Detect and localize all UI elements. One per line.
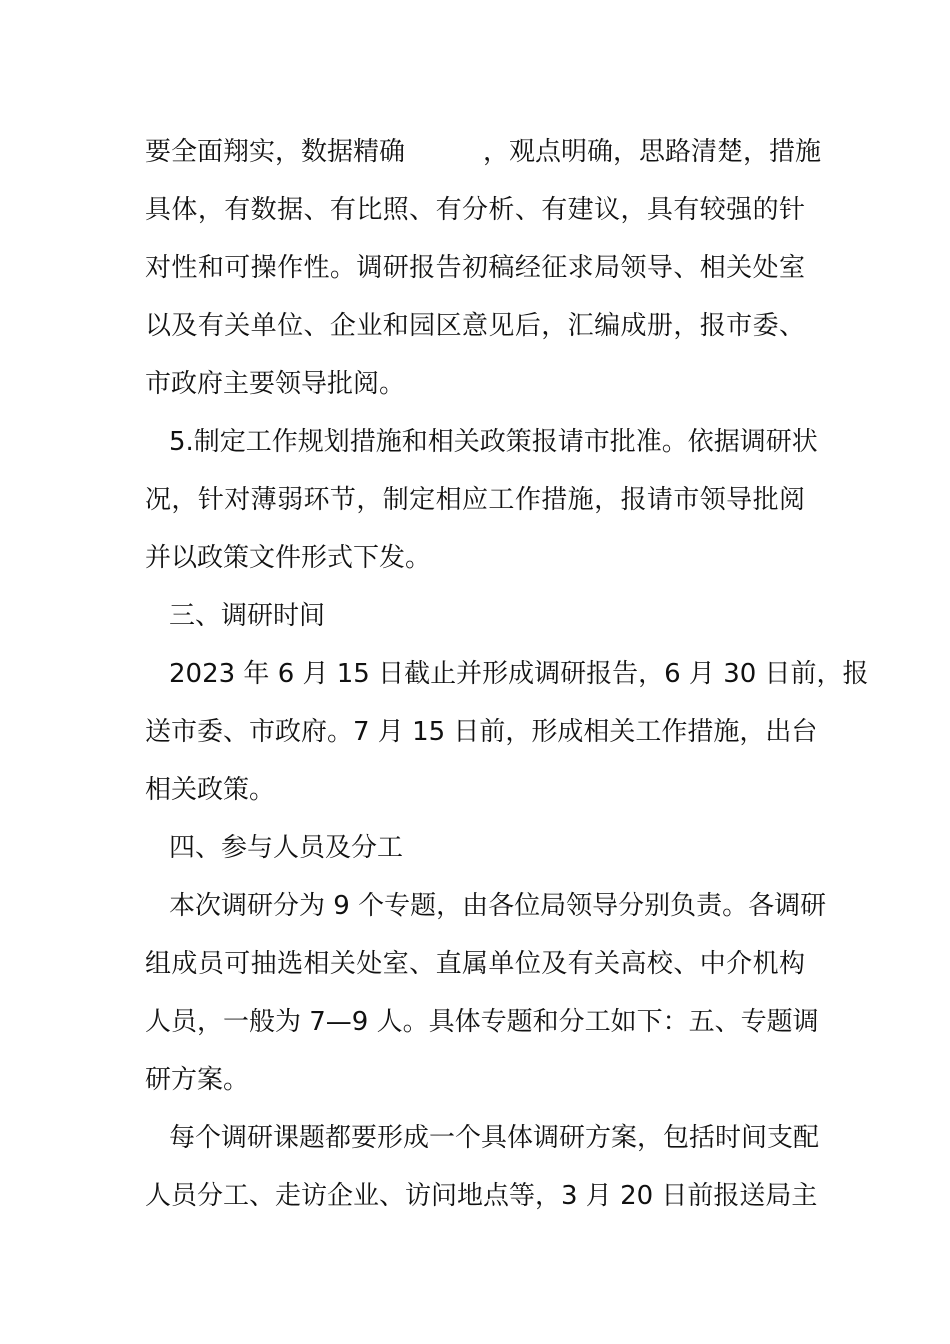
text-line: 人员分工、走访企业、访问地点等，3 月 20 日前报送局主: [145, 1181, 818, 1211]
text-line: 组成员可抽选相关处室、直属单位及有关高校、中介机构: [145, 949, 805, 979]
text-line: 5.制定工作规划措施和相关政策报请市批准。依据调研状: [169, 427, 818, 457]
text-line: 并以政策文件形式下发。: [145, 543, 432, 573]
text-line: 以及有关单位、企业和园区意见后，汇编成册，报市委、: [145, 311, 805, 341]
text-line: 对性和可操作性。调研报告初稿经征求局领导、相关处室: [145, 253, 805, 283]
section-heading: 三、调研时间: [169, 601, 326, 631]
text-line: 况，针对薄弱环节，制定相应工作措施，报请市领导批阅: [145, 485, 805, 515]
text-line: 具体，有数据、有比照、有分析、有建议，具有较强的针: [145, 195, 805, 225]
section-heading: 四、参与人员及分工: [169, 833, 404, 863]
text-line: 市政府主要领导批阅。: [145, 369, 406, 399]
text-line: 相关政策。: [145, 775, 276, 805]
text-line: 送市委、市政府。7 月 15 日前，形成相关工作措施，出台: [145, 717, 818, 747]
text-line: 2023 年 6 月 15 日截止并形成调研报告，6 月 30 日前，报: [169, 659, 869, 689]
text-line: 每个调研课题都要形成一个具体调研方案，包括时间支配: [169, 1123, 820, 1153]
text-line: 要全面翔实，数据精确 ，观点明确，思路清楚，措施: [145, 137, 822, 167]
text-line: 本次调研分为 9 个专题，由各位局领导分别负责。各调研: [169, 891, 827, 921]
text-line: 人员，一般为 7—9 人。具体专题和分工如下：五、专题调: [145, 1007, 819, 1037]
text-line: 研方案。: [145, 1065, 250, 1095]
